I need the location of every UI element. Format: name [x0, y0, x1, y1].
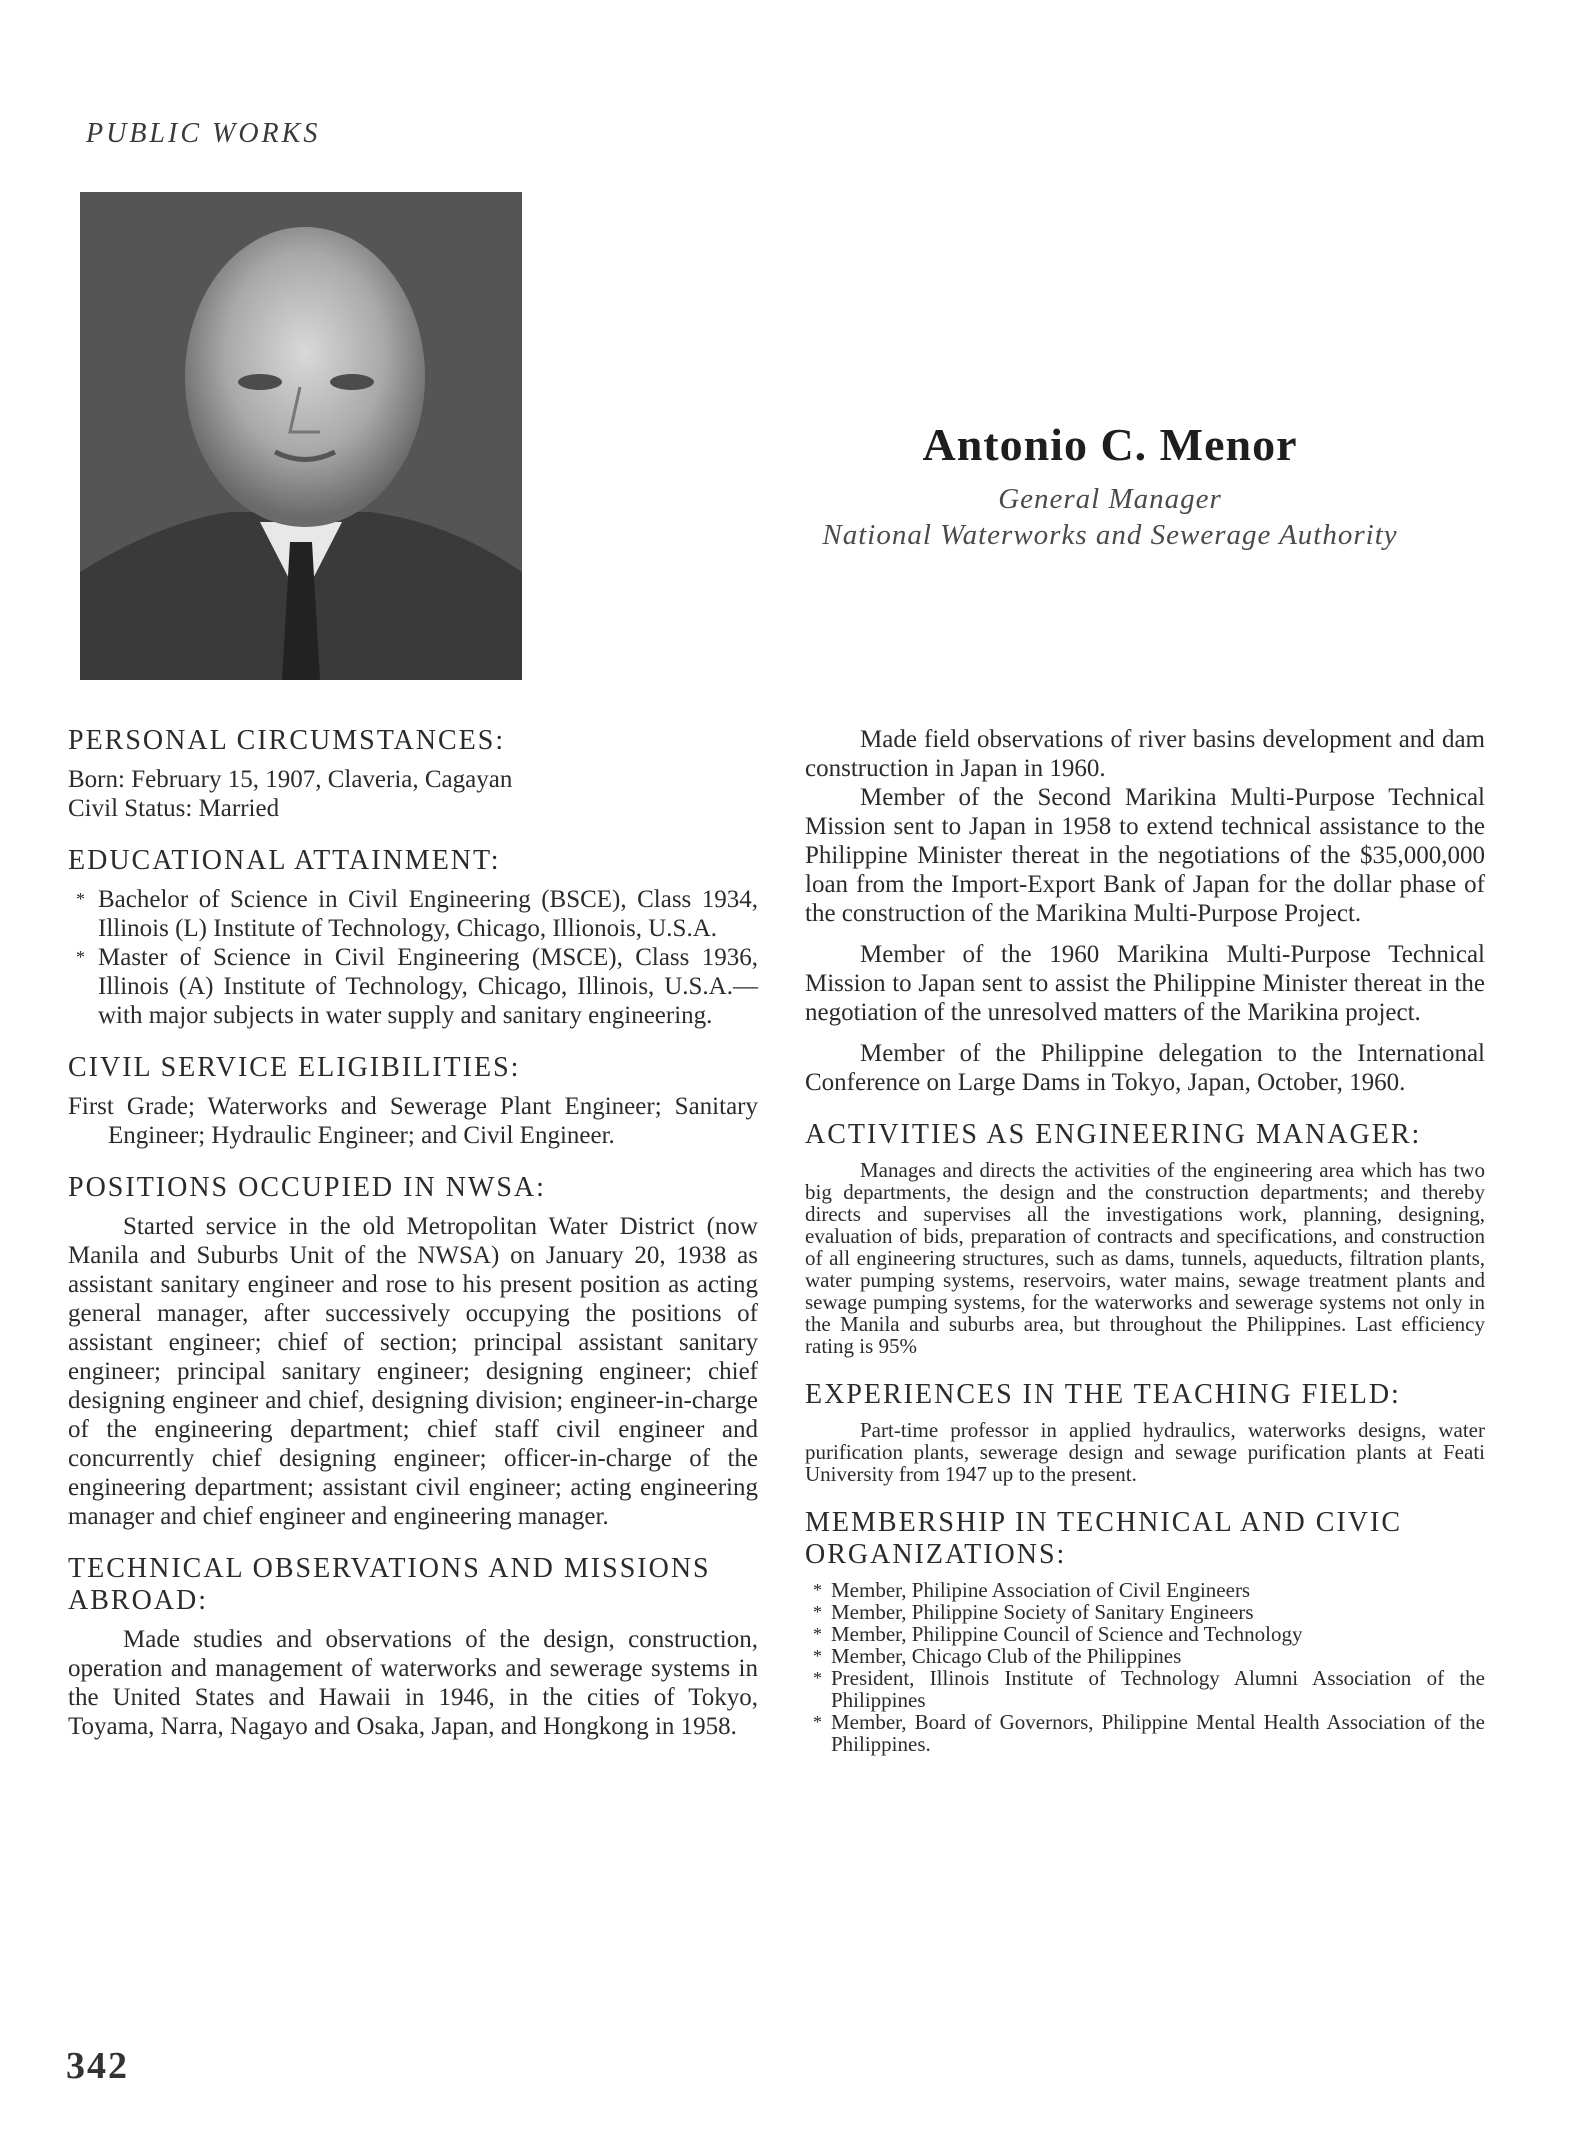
section-heading: MEMBERSHIP IN TECHNICAL AND CIVIC ORGANIZATIONS:: [805, 1507, 1402, 1570]
missions-section: [805, 725, 1485, 1097]
civil-service-section: [68, 1052, 758, 1150]
list-item: * President, Illinois Institute of Technology Alumni Association of the Philippines: [813, 1666, 1485, 1712]
technical-text: Made studies and observations of the design, construction, operation and management of waterworks and sewerage systems in the United States and Hawaii in 1946, in the cities of Tokyo, Toyama, Narra, Nagayo and Osaka, Japan, and Hongkong in 1958.: [68, 1626, 758, 1740]
civil-status-line: Civil Status: Married: [68, 795, 280, 822]
mission-paragraph: Member of the Philippine delegation to the International Conference on Large Dams in Tokyo, Japan, October, 1960.: [805, 1040, 1485, 1096]
list-item: * Member, Chicago Club of the Philippines: [813, 1644, 1182, 1668]
portrait-image: [80, 192, 522, 680]
personal-circumstances-section: [68, 725, 758, 823]
list-item: * Member, Philipine Association of Civil Engineers: [813, 1578, 1251, 1602]
bullet-icon: *: [813, 1668, 822, 1688]
bullet-icon: *: [813, 1646, 822, 1666]
running-head: PUBLIC WORKS: [86, 118, 321, 149]
born-line: Born: February 15, 1907, Claveria, Cagayan: [68, 766, 513, 793]
portrait-photo: [80, 192, 522, 680]
list-item: * Member, Philippine Society of Sanitary Engineers: [813, 1600, 1254, 1624]
section-heading: PERSONAL CIRCUMSTANCES:: [68, 725, 506, 756]
list-item: * Master of Science in Civil Engineering (MSCE), Class 1936, Illinois (A) Institute of Technology, Chicago, Illinois, U.S.A.—with major subjects in water supply and sanitary engineering.: [76, 944, 758, 1029]
list-item: * Member, Board of Governors, Philippine Mental Health Association of the Philippines.: [813, 1710, 1485, 1756]
membership-section: [805, 1507, 1485, 1755]
bullet-icon: *: [813, 1712, 822, 1732]
bullet-icon: *: [76, 947, 85, 967]
section-heading: EXPERIENCES IN THE TEACHING FIELD:: [805, 1379, 1401, 1410]
page-number: 342: [66, 2045, 129, 2087]
membership-list: [805, 1579, 1485, 1755]
positions-text: Started service in the old Metropolitan Water District (now Manila and Suburbs Unit of the NWSA) on January 20, 1938 as assistant sanitary engineer and rose to his present position as acting general manager, after successively occupying the positions of assistant engineer; chief of section; principal assistant sanitary engineer; principal sanitary engineer; designing engineer; chief designing engineer and chief, designing division; engineer-in-charge of the engineering department; chief staff civil engineer and concurrently chief designing engineer; officer-in-charge of the engineering department; assistant civil engineer; acting engineering manager and chief engineer and engineering manager.: [68, 1213, 758, 1530]
bullet-icon: *: [813, 1602, 822, 1622]
person-role: General Manager: [998, 483, 1222, 515]
person-organization: National Waterworks and Sewerage Authority: [822, 519, 1398, 551]
list-item: * Member, Philippine Council of Science and Technology: [813, 1622, 1303, 1646]
section-heading: CIVIL SERVICE ELIGIBILITIES:: [68, 1052, 521, 1083]
profile-title-block: [700, 418, 1520, 553]
education-list: [68, 885, 758, 1030]
teaching-section: [805, 1379, 1485, 1485]
mission-paragraph: Member of the 1960 Marikina Multi-Purpose Technical Mission to Japan sent to assist the Philippine Minister thereat in the negotiation of the unresolved matters of the Marikina project.: [805, 941, 1485, 1026]
civil-service-text: First Grade; Waterworks and Sewerage Plant Engineer; Sanitary Engineer; Hydraulic Engineer; and Civil Engineer.: [68, 1093, 758, 1149]
section-heading: TECHNICAL OBSERVATIONS AND MISSIONS ABROAD:: [68, 1553, 711, 1616]
positions-section: [68, 1172, 758, 1531]
mission-paragraph: Member of the Second Marikina Multi-Purpose Technical Mission sent to Japan in 1958 to extend technical assistance to the Philippine Minister thereat in the negotiations of the $35,000,000 loan from the Import-Export Bank of Japan for the dollar phase of the construction of the Marikina Multi-Purpose Project.: [805, 784, 1485, 927]
teaching-text: Part-time professor in applied hydraulics, waterworks designs, water purification plants, sewerage design and sewage purification plants at Feati University from 1947 up to the present.: [805, 1418, 1485, 1486]
right-column: [805, 725, 1485, 1777]
bullet-icon: *: [813, 1624, 822, 1644]
mission-paragraph: Made field observations of river basins development and dam construction in Japan in 1960.: [805, 726, 1485, 782]
education-section: [68, 845, 758, 1030]
person-name: Antonio C. Menor: [922, 419, 1298, 470]
bullet-icon: *: [76, 889, 85, 909]
section-heading: EDUCATIONAL ATTAINMENT:: [68, 845, 501, 876]
technical-section: [68, 1553, 758, 1741]
bullet-icon: *: [813, 1580, 822, 1600]
section-heading: ACTIVITIES AS ENGINEERING MANAGER:: [805, 1119, 1422, 1150]
left-column: [68, 725, 758, 1763]
section-heading: POSITIONS OCCUPIED IN NWSA:: [68, 1172, 546, 1203]
activities-text: Manages and directs the activities of the engineering area which has two big departments, the design and the construction departments; and thereby directs and supervises all the investigations work, planning, designing, evaluation of bids, preparation of contracts and specifications, and construction of all engineering structures, such as dams, tunnels, aqueducts, filtration plants, water pumping systems, reservoirs, water mains, sewage treatment plants and sewage pumping systems, for the waterworks and sewerage systems not only in the Manila and suburbs area, but throughout the Philippines. Last efficiency rating is 95%: [805, 1158, 1485, 1358]
activities-section: [805, 1119, 1485, 1357]
list-item: * Bachelor of Science in Civil Engineering (BSCE), Class 1934, Illinois (L) Institute of Technology, Chicago, Illionois, U.S.A.: [76, 886, 758, 942]
